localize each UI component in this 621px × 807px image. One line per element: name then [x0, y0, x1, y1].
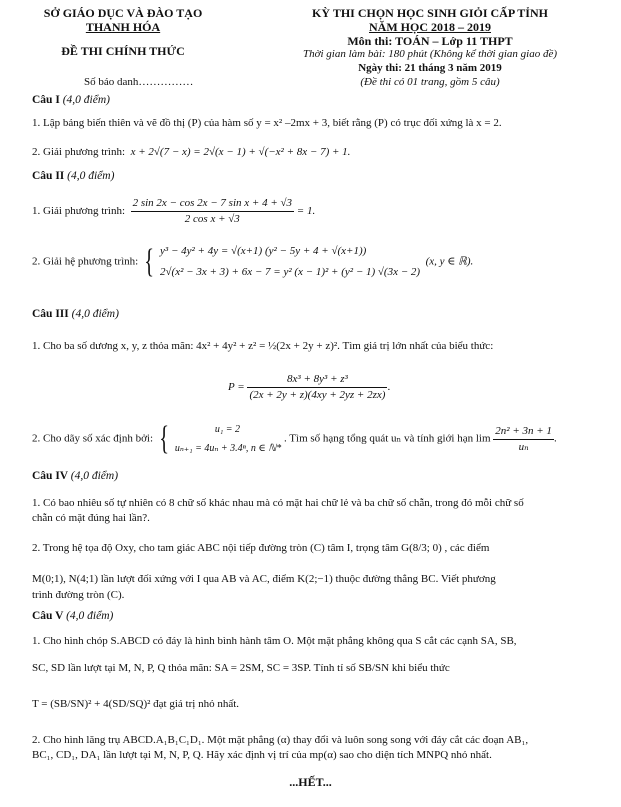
school-year: NĂM HỌC 2018 – 2019 [369, 20, 491, 34]
fraction: $\frac{\text{2n² + 3n + 1}}{\text{uₙ}}$ [495, 424, 552, 453]
question-4-part-2-line-3: trình đường tròn (C). [32, 589, 125, 601]
question-2-part-1: 1. Giải phương trình: $\frac{\text{2 sin 2x − cos 2x − 7 sin x + 4 + √3}}{\text{2 cos x + √3}}$ = 1. [32, 197, 316, 225]
exam-title: KỲ THI CHỌN HỌC SINH GIỎI CẤP TỈNH [312, 6, 548, 20]
exam-date: Ngày thi: 21 tháng 3 năm 2019 [358, 62, 502, 74]
question-4-part-2-line-1: 2. Trong hệ tọa độ Oxy, cho tam giác ABC nội tiếp đường tròn (C) tâm I, trọng tâm G(8/3; 0) , các điểm [32, 542, 490, 554]
question-5-part-2-line-1: 2. Cho hình lăng trụ ABCD.A₁B₁C₁D₁. Một mặt phẳng (α) thay đổi và luôn song song với đáy cắt các đoạn AB₁, [32, 734, 529, 746]
duration: Thời gian làm bài: 180 phút (Không kể thời gian giao đề) [302, 48, 558, 60]
question-1-part-1: 1. Lập bảng biến thiên và vẽ đồ thị (P) của hàm số y = x² –2mx + 3, biết rằng (P) có trục đối xứng là x = 2. [32, 117, 502, 129]
org-region: THANH HÓA [85, 20, 161, 34]
question-3-part-2: 2. Cho dãy số xác định bởi: { u₁ = 2 uₙ₊₁ = 4uₙ + 3.4ⁿ, n ∈ ℕ* . Tìm số hạng tổng quát uₙ và tính giới hạn lim $\frac{\text{2n² + 3n + 1}}{\text{uₙ}}$ . [32, 420, 557, 457]
question-4-part-2-line-2: M(0;1), N(4;1) lần lượt đối xứng với I qua AB và AC, điểm K(2;−1) thuộc đường thẳng BC. Viết phương [32, 573, 496, 585]
question-5-heading: Câu V (4,0 điểm) [32, 610, 114, 622]
question-4-heading: Câu IV (4,0 điểm) [32, 470, 119, 482]
doc-type: ĐỀ THI CHÍNH THỨC [61, 44, 185, 58]
question-2-part-2: 2. Giải hệ phương trình: { y³ − 4y² + 4y = √(x+1) (y² − 5y + 4 + √(x+1)) 2√(x² − 3x + 3) + 6x − 7 = y² (x − 1)² + (y² − 1) √(3x − 2) (x, y ∈ ℝ). [32, 243, 474, 280]
org-name: SỞ GIÁO DỤC VÀ ĐÀO TẠO [43, 6, 203, 20]
pages-note: (Đề thi có 01 trang, gồm 5 câu) [360, 76, 500, 88]
system-brace: { [144, 243, 154, 280]
subject: Môn thi: TOÁN – Lớp 11 THPT [347, 34, 513, 48]
candidate-number: Số báo danh…………… [84, 76, 194, 88]
question-5-part-1-line-1: 1. Cho hình chóp S.ABCD có đáy là hình bình hành tâm O. Một mặt phẳng không qua S cắt các cạnh SA, SB, [32, 635, 517, 647]
question-1-heading: Câu I (4,0 điểm) [32, 94, 110, 106]
fraction: $\frac{\text{2 sin 2x − cos 2x − 7 sin x + 4 + √3}}{\text{2 cos x + √3}}$ [132, 197, 293, 225]
question-3-heading: Câu III (4,0 điểm) [32, 308, 119, 320]
question-1-part-2: 2. Giải phương trình: x + 2√(7 − x) = 2√(x − 1) + √(−x² + 8x − 7) + 1. [32, 146, 351, 158]
question-2-heading: Câu II (4,0 điểm) [32, 170, 115, 182]
system-brace: { [159, 420, 169, 457]
question-5-part-1-line-3: T = (SB/SN)² + 4(SD/SQ)² đạt giá trị nhỏ nhất. [32, 698, 240, 710]
question-4-part-1-line-2: chẵn có mặt đúng hai lần?. [32, 512, 150, 524]
question-5-part-1-line-2: SC, SD lần lượt tại M, N, P, Q thỏa mãn: SA = 2SM, SC = 3SP. Tính tỉ số SB/SN khi biểu thức [32, 662, 450, 674]
question-5-part-2-line-2: BC₁, CD₁, DA₁ lần lượt tại M, N, P, Q. Hãy xác định vị trí của mp(α) sao cho diện tích MNPQ nhỏ nhất. [32, 749, 492, 761]
question-3-part-1: 1. Cho ba số dương x, y, z thỏa mãn: 4x² + 4y² + z² = ½(2x + 2y + z)². Tìm giá trị lớn nhất của biểu thức: [32, 340, 494, 352]
fraction: $\frac{\text{8x³ + 8y³ + z³}}{(2x + 2y + z)(4xy + 2yz + 2zx)}$ [249, 373, 386, 401]
question-4-part-1-line-1: 1. Có bao nhiêu số tự nhiên có 8 chữ số khác nhau mà có mặt hai chữ lẻ và ba chữ số chẵn, trong đó mỗi chữ số [32, 497, 524, 509]
end-mark: ...HẾT... [289, 775, 332, 789]
expression-P: P = $\frac{\text{8x³ + 8y³ + z³}}{(2x + 2y + z)(4xy + 2yz + 2zx)}$ . [228, 373, 391, 401]
